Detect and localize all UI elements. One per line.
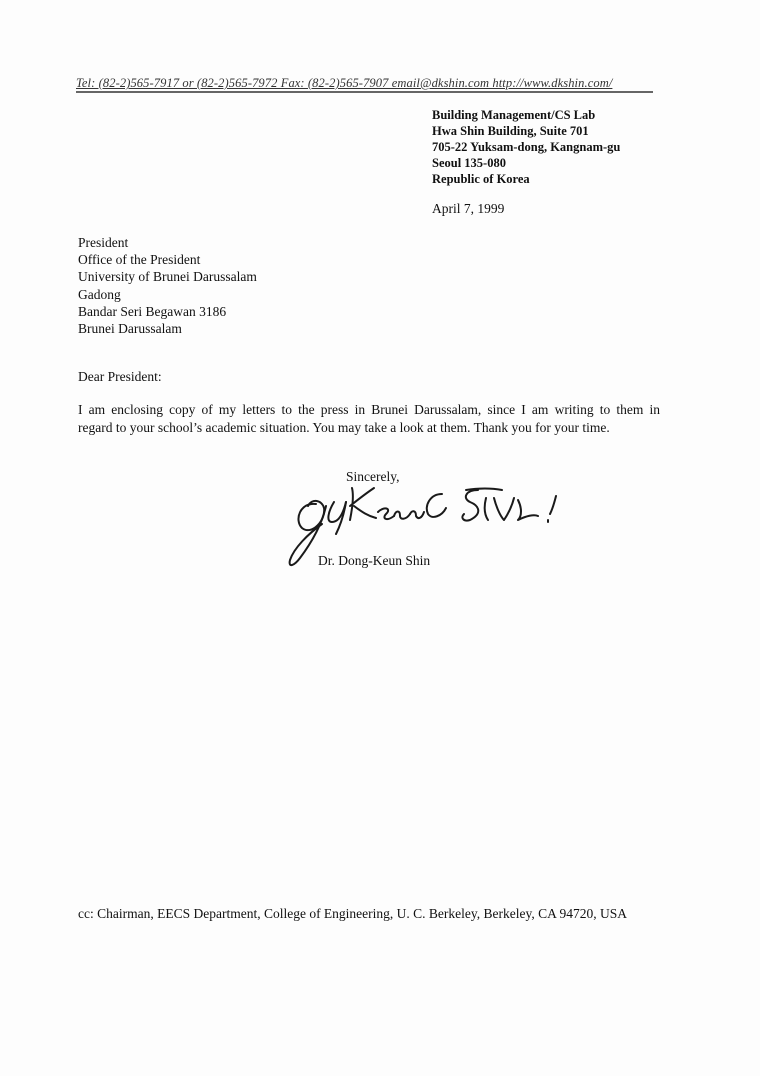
recipient-address-line: Brunei Darussalam [78, 321, 182, 337]
letter-date: April 7, 1999 [432, 201, 505, 216]
body-line: regard to your school’s academic situation. You may take a look at them. Thank you for your time. [78, 420, 610, 435]
signer-name: Dr. Dong-Keun Shin [318, 553, 431, 568]
sender-address-line: Seoul 135-080 [432, 156, 506, 170]
recipient-address-line: President [78, 235, 129, 250]
recipient-address-line: Office of the President [78, 252, 201, 268]
letter-body [78, 401, 660, 437]
recipient-address [78, 234, 257, 337]
sender-address-line: Building Management/CS Lab [432, 108, 596, 122]
recipient-address-line: Gadong [78, 286, 121, 302]
letterhead-rule [76, 91, 653, 93]
body-line: I am enclosing copy of my letters to the press in Brunei Darussalam, since I am writing to them in [78, 402, 660, 417]
recipient-address-line: University of Brunei Darussalam [78, 269, 257, 285]
salutation: Dear President: [78, 369, 162, 384]
letterhead-contact-line: Tel: (82-2)565-7917 or (82-2)565-7972 Fax: (82-2)565-7907 email@dkshin.com http://www.dkshin.com/ [76, 76, 613, 90]
closing: Sincerely, [346, 469, 400, 484]
cc-line: cc: Chairman, EECS Department, College of Engineering, U. C. Berkeley, Berkeley, CA 94720, USA [78, 906, 628, 921]
sender-address-line: Hwa Shin Building, Suite 701 [432, 124, 589, 138]
recipient-address-line: Bandar Seri Begawan 3186 [78, 303, 227, 319]
sender-address-line: 705-22 Yuksam-dong, Kangnam-gu [432, 140, 621, 154]
sender-address [432, 107, 620, 187]
sender-address-line: Republic of Korea [432, 172, 530, 186]
